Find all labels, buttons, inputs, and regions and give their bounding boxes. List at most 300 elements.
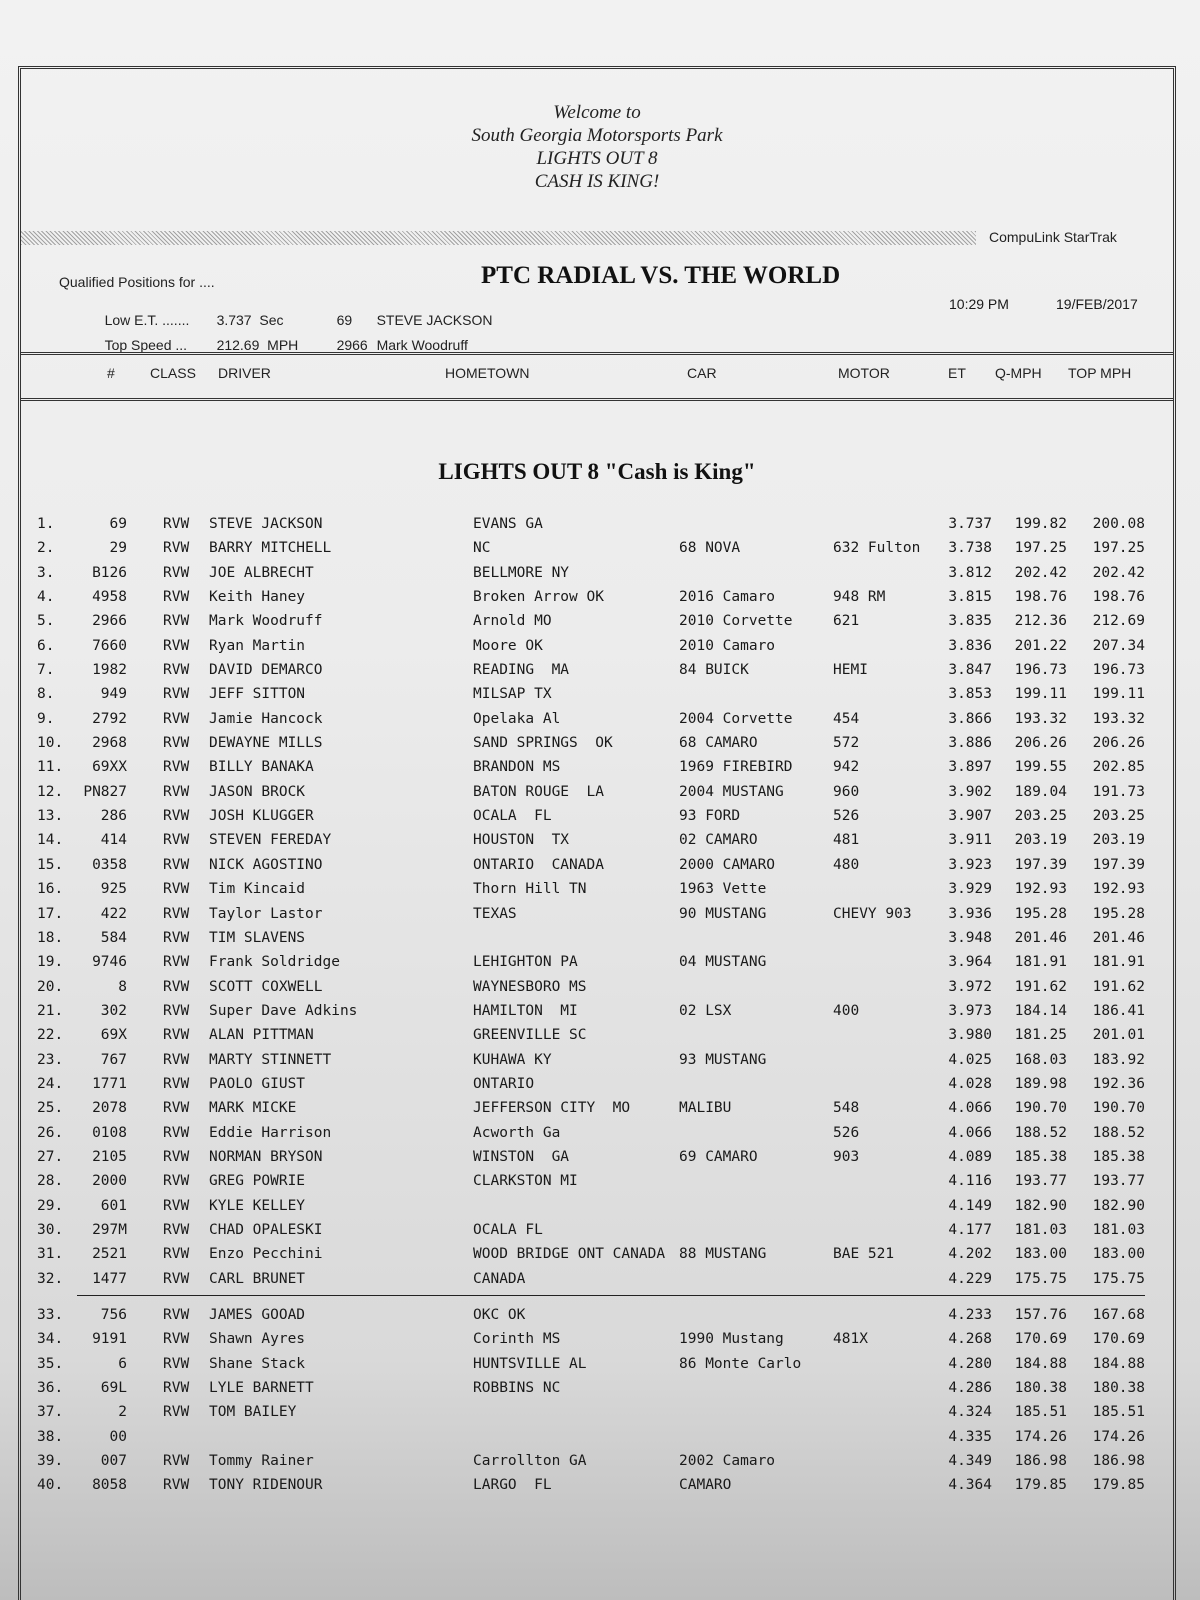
cell-q-mph: 168.03 — [1014, 1051, 1067, 1068]
result-row — [21, 561, 1173, 585]
cell-position: 18. — [37, 929, 64, 946]
cell-position: 7. — [37, 662, 55, 679]
header-rule-top — [21, 352, 1173, 355]
top-speed-label: Top Speed ... — [104, 337, 188, 353]
result-row — [21, 634, 1173, 658]
cell-et: 4.089 — [948, 1148, 992, 1165]
cell-position: 39. — [37, 1453, 64, 1470]
timing-system-brand: CompuLink StarTrak — [989, 229, 1117, 245]
cell-driver: ALAN PITTMAN — [209, 1027, 314, 1044]
cell-et: 4.364 — [948, 1477, 992, 1494]
cell-top-mph: 202.42 — [1092, 564, 1145, 581]
cell-et: 3.907 — [948, 808, 992, 825]
cell-top-mph: 179.85 — [1092, 1477, 1145, 1494]
cell-position: 2. — [37, 540, 55, 557]
cell-position: 19. — [37, 954, 64, 971]
cell-class: RVW — [163, 1270, 190, 1287]
cell-driver: JEFF SITTON — [209, 686, 306, 703]
cell-position: 40. — [37, 1477, 64, 1494]
cell-car-number: 1771 — [92, 1075, 127, 1092]
cell-q-mph: 175.75 — [1014, 1270, 1067, 1287]
result-row — [21, 877, 1173, 901]
race-class-title: PTC RADIAL VS. THE WORLD — [481, 262, 841, 289]
cell-driver: NICK AGOSTINO — [209, 856, 323, 873]
cell-motor: 400 — [833, 1002, 860, 1019]
cell-top-mph: 196.73 — [1092, 662, 1145, 679]
cell-class: RVW — [163, 1246, 190, 1263]
cell-q-mph: 196.73 — [1014, 662, 1067, 679]
result-row — [21, 512, 1173, 536]
cell-position: 25. — [37, 1100, 64, 1117]
cell-car-number: 69XX — [92, 759, 127, 776]
result-row — [21, 1121, 1173, 1145]
result-row — [21, 1194, 1173, 1218]
cell-et: 3.835 — [948, 613, 992, 630]
cell-car: 69 CAMARO — [679, 1148, 758, 1165]
cell-et: 3.738 — [948, 540, 992, 557]
result-row — [21, 1169, 1173, 1193]
cell-class: RVW — [163, 1075, 190, 1092]
col-header-car: CAR — [687, 365, 717, 381]
low-et-driver: STEVE JACKSON — [376, 312, 493, 328]
cell-car: 88 MUSTANG — [679, 1246, 767, 1263]
cell-car: 2004 MUSTANG — [679, 783, 784, 800]
cell-class: RVW — [163, 540, 190, 557]
result-row — [21, 1048, 1173, 1072]
cell-driver: JOE ALBRECHT — [209, 564, 314, 581]
result-row — [21, 926, 1173, 950]
result-row — [21, 1267, 1173, 1291]
cell-car: 02 CAMARO — [679, 832, 758, 849]
cell-car-number: 297M — [92, 1221, 127, 1238]
cell-car: 1990 Mustang — [679, 1331, 784, 1348]
cell-q-mph: 197.25 — [1014, 540, 1067, 557]
result-row — [21, 682, 1173, 706]
cell-motor: 454 — [833, 710, 860, 727]
cell-hometown: TEXAS — [473, 905, 517, 922]
cell-driver: Super Dave Adkins — [209, 1002, 358, 1019]
cell-car: CAMARO — [679, 1477, 732, 1494]
result-row — [21, 1072, 1173, 1096]
cell-et: 3.948 — [948, 929, 992, 946]
cell-car: 1963 Vette — [679, 881, 767, 898]
cell-driver: BILLY BANAKA — [209, 759, 314, 776]
cell-hometown: OKC OK — [473, 1307, 526, 1323]
cell-class: RVW — [163, 1100, 190, 1117]
cell-driver: Jamie Hancock — [209, 710, 323, 727]
result-row — [21, 828, 1173, 852]
cell-et: 4.280 — [948, 1355, 992, 1372]
cell-position: 31. — [37, 1246, 64, 1263]
result-row — [21, 975, 1173, 999]
cell-et: 4.229 — [948, 1270, 992, 1287]
event-title: LIGHTS OUT 8 "Cash is King" — [438, 459, 756, 484]
cell-car-number: 00 — [109, 1428, 127, 1445]
cell-class: RVW — [163, 856, 190, 873]
cell-top-mph: 192.93 — [1092, 881, 1145, 898]
cell-car: 68 CAMARO — [679, 735, 758, 752]
cell-car: 68 NOVA — [679, 540, 741, 557]
welcome-line: Welcome to — [553, 102, 641, 123]
cell-position: 11. — [37, 759, 64, 776]
result-row — [21, 1023, 1173, 1047]
cell-car-number: 8 — [118, 978, 127, 995]
low-et-value: 3.737 Sec — [216, 312, 284, 328]
cell-q-mph: 203.25 — [1014, 808, 1067, 825]
low-et-car-number: 69 — [336, 312, 353, 328]
cell-et: 3.886 — [948, 735, 992, 752]
cell-q-mph: 206.26 — [1014, 735, 1067, 752]
cell-et: 4.028 — [948, 1075, 992, 1092]
low-et-label: Low E.T. ....... — [104, 312, 190, 328]
cell-car-number: 4958 — [92, 589, 127, 606]
cell-et: 4.066 — [948, 1100, 992, 1117]
cell-motor: 481 — [833, 832, 860, 849]
cell-class: RVW — [163, 1380, 190, 1397]
cell-q-mph: 185.51 — [1014, 1404, 1067, 1421]
cell-top-mph: 203.25 — [1092, 808, 1145, 825]
qualified-label: Qualified Positions for .... — [59, 274, 215, 290]
cell-et: 3.980 — [948, 1027, 992, 1044]
col-header-class: CLASS — [150, 365, 196, 381]
cell-hometown: BATON ROUGE LA — [473, 783, 604, 800]
cell-driver: KYLE KELLEY — [209, 1197, 306, 1214]
cell-motor: 621 — [833, 613, 860, 630]
cell-et: 3.847 — [948, 662, 992, 679]
cell-et: 3.812 — [948, 564, 992, 581]
cell-et: 4.324 — [948, 1404, 992, 1421]
cell-driver: NORMAN BRYSON — [209, 1148, 323, 1165]
cell-class: RVW — [163, 1124, 190, 1141]
cell-position: 8. — [37, 686, 55, 703]
cell-driver: STEVEN FEREDAY — [209, 832, 332, 849]
cell-hometown: Broken Arrow OK — [473, 589, 604, 606]
cell-class: RVW — [163, 954, 190, 971]
cell-car-number: 0358 — [92, 856, 127, 873]
cell-car-number: 949 — [100, 686, 127, 703]
cell-q-mph: 198.76 — [1014, 589, 1067, 606]
cell-car-number: B126 — [92, 564, 127, 581]
cell-class: RVW — [163, 808, 190, 825]
cell-top-mph: 185.38 — [1092, 1148, 1145, 1165]
cell-car-number: 9191 — [92, 1331, 127, 1348]
cell-hometown: EVANS GA — [473, 516, 543, 532]
result-row — [21, 804, 1173, 828]
cell-position: 26. — [37, 1124, 64, 1141]
cell-driver: Eddie Harrison — [209, 1124, 332, 1141]
cell-et: 3.737 — [948, 516, 992, 532]
cell-position: 21. — [37, 1002, 64, 1019]
cell-class: RVW — [163, 589, 190, 606]
cell-motor: 942 — [833, 759, 860, 776]
cell-class: RVW — [163, 1173, 190, 1190]
result-row — [21, 1096, 1173, 1120]
cell-class: RVW — [163, 1197, 190, 1214]
cell-car: MALIBU — [679, 1100, 732, 1117]
cell-car-number: 2105 — [92, 1148, 127, 1165]
cell-position: 5. — [37, 613, 55, 630]
cell-class: RVW — [163, 759, 190, 776]
cell-car: 1969 FIREBIRD — [679, 759, 793, 776]
cell-class: RVW — [163, 1307, 190, 1323]
cell-car-number: 925 — [100, 881, 127, 898]
cell-class: RVW — [163, 735, 190, 752]
cell-driver: TIM SLAVENS — [209, 929, 306, 946]
cell-class: RVW — [163, 686, 190, 703]
cell-position: 37. — [37, 1404, 64, 1421]
cell-hometown: READING MA — [473, 662, 570, 679]
cell-motor: HEMI — [833, 662, 868, 679]
cell-et: 4.202 — [948, 1246, 992, 1263]
cell-class: RVW — [163, 1027, 190, 1044]
dotted-banner — [21, 231, 976, 245]
cell-position: 23. — [37, 1051, 64, 1068]
cell-et: 3.936 — [948, 905, 992, 922]
cell-hometown: HOUSTON TX — [473, 832, 570, 849]
result-row — [21, 536, 1173, 560]
cell-q-mph: 193.32 — [1014, 710, 1067, 727]
col-header-driver: DRIVER — [218, 365, 271, 381]
cell-top-mph: 193.32 — [1092, 710, 1145, 727]
cell-et: 3.866 — [948, 710, 992, 727]
cell-hometown: Corinth MS — [473, 1331, 561, 1348]
cell-car-number: 2792 — [92, 710, 127, 727]
cell-car-number: 2521 — [92, 1246, 127, 1263]
cell-motor: BAE 521 — [833, 1246, 895, 1263]
cell-q-mph: 184.14 — [1014, 1002, 1067, 1019]
cell-car-number: 756 — [100, 1307, 127, 1323]
cell-top-mph: 199.11 — [1092, 686, 1145, 703]
cell-driver: GREG POWRIE — [209, 1173, 306, 1190]
cell-car-number: 29 — [109, 540, 127, 557]
cell-class: RVW — [163, 832, 190, 849]
cell-hometown: WOOD BRIDGE ONT CANADA — [473, 1246, 666, 1263]
cell-q-mph: 202.42 — [1014, 564, 1067, 581]
cell-driver: JOSH KLUGGER — [209, 808, 314, 825]
cell-position: 6. — [37, 637, 55, 654]
result-row — [21, 1449, 1173, 1473]
cell-position: 22. — [37, 1027, 64, 1044]
cell-car-number: 1477 — [92, 1270, 127, 1287]
cell-top-mph: 212.69 — [1092, 613, 1145, 630]
cell-car-number: 286 — [100, 808, 127, 825]
cell-q-mph: 199.11 — [1014, 686, 1067, 703]
cell-car-number: 601 — [100, 1197, 127, 1214]
print-date: 19/FEB/2017 — [1056, 296, 1138, 312]
cell-car: 93 MUSTANG — [679, 1051, 767, 1068]
cell-class: RVW — [163, 516, 190, 532]
cell-hometown: SAND SPRINGS OK — [473, 735, 613, 752]
cell-class: RVW — [163, 1331, 190, 1348]
cell-driver: Shane Stack — [209, 1355, 306, 1372]
cell-q-mph: 181.03 — [1014, 1221, 1067, 1238]
result-row — [21, 1473, 1173, 1497]
cell-class: RVW — [163, 1148, 190, 1165]
cell-top-mph: 170.69 — [1092, 1331, 1145, 1348]
cell-car-number: 2966 — [92, 613, 127, 630]
cell-hometown: Carrollton GA — [473, 1453, 587, 1470]
cell-class: RVW — [163, 1453, 190, 1470]
cell-motor: 548 — [833, 1100, 860, 1117]
result-row — [21, 950, 1173, 974]
cell-position: 20. — [37, 978, 64, 995]
cell-car-number: 1982 — [92, 662, 127, 679]
cell-hometown: OCALA FL — [473, 808, 552, 825]
cell-q-mph: 184.88 — [1014, 1355, 1067, 1372]
cell-position: 1. — [37, 516, 55, 532]
cell-et: 4.149 — [948, 1197, 992, 1214]
welcome-header — [21, 101, 1173, 193]
cell-position: 33. — [37, 1307, 64, 1323]
cell-hometown: BRANDON MS — [473, 759, 561, 776]
cell-et: 4.177 — [948, 1221, 992, 1238]
top-speed-value: 212.69 MPH — [216, 337, 299, 353]
col-header-number: # — [107, 365, 115, 381]
cell-q-mph: 199.55 — [1014, 759, 1067, 776]
cell-top-mph: 183.00 — [1092, 1246, 1145, 1263]
result-row — [21, 609, 1173, 633]
cell-car: 2004 Corvette — [679, 710, 793, 727]
cell-q-mph: 170.69 — [1014, 1331, 1067, 1348]
cell-motor: 526 — [833, 808, 860, 825]
cell-q-mph: 189.04 — [1014, 783, 1067, 800]
cell-car-number: 2 — [118, 1404, 127, 1421]
cell-car-number: 2968 — [92, 735, 127, 752]
cell-q-mph: 195.28 — [1014, 905, 1067, 922]
cell-position: 27. — [37, 1148, 64, 1165]
top-speed-car-number: 2966 — [336, 337, 368, 353]
cell-hometown: WAYNESBORO MS — [473, 978, 587, 995]
cell-top-mph: 195.28 — [1092, 905, 1145, 922]
cell-et: 3.902 — [948, 783, 992, 800]
cell-top-mph: 184.88 — [1092, 1355, 1145, 1372]
result-row — [21, 780, 1173, 804]
cell-hometown: OCALA FL — [473, 1221, 543, 1238]
cell-position: 34. — [37, 1331, 64, 1348]
cell-motor: 481X — [833, 1331, 868, 1348]
cell-top-mph: 202.85 — [1092, 759, 1145, 776]
cell-top-mph: 197.39 — [1092, 856, 1145, 873]
cell-et: 3.911 — [948, 832, 992, 849]
cell-car-number: 767 — [100, 1051, 127, 1068]
cell-position: 15. — [37, 856, 64, 873]
event-tagline: CASH IS KING! — [534, 171, 660, 192]
cell-top-mph: 201.46 — [1092, 929, 1145, 946]
cell-top-mph: 174.26 — [1092, 1428, 1145, 1445]
cell-driver: JASON BROCK — [209, 783, 306, 800]
cell-class: RVW — [163, 1221, 190, 1238]
cell-hometown: ONTARIO CANADA — [473, 856, 604, 873]
cell-hometown: Moore OK — [473, 637, 543, 654]
qualifier-cutoff-line — [21, 1291, 1173, 1303]
col-header-hometown: HOMETOWN — [445, 365, 530, 381]
cell-et: 3.973 — [948, 1002, 992, 1019]
cell-q-mph: 197.39 — [1014, 856, 1067, 873]
cell-et: 3.923 — [948, 856, 992, 873]
cell-top-mph: 191.73 — [1092, 783, 1145, 800]
cell-car: 2010 Camaro — [679, 637, 776, 654]
cell-position: 36. — [37, 1380, 64, 1397]
cell-motor: 480 — [833, 856, 860, 873]
cell-top-mph: 200.08 — [1092, 516, 1145, 532]
cell-hometown: KUHAWA KY — [473, 1051, 552, 1068]
results-table — [21, 512, 1173, 1498]
cell-driver: MARK MICKE — [209, 1100, 297, 1117]
cell-car-number: 6 — [118, 1355, 127, 1372]
cell-car-number: 2000 — [92, 1173, 127, 1190]
cell-hometown: HAMILTON MI — [473, 1002, 578, 1019]
cell-et: 4.349 — [948, 1453, 992, 1470]
result-row — [21, 1376, 1173, 1400]
cell-class: RVW — [163, 1051, 190, 1068]
cell-class: RVW — [163, 881, 190, 898]
col-header-motor: MOTOR — [838, 365, 890, 381]
cell-driver: DEWAYNE MILLS — [209, 735, 323, 752]
cell-q-mph: 189.98 — [1014, 1075, 1067, 1092]
cell-q-mph: 174.26 — [1014, 1428, 1067, 1445]
result-row — [21, 585, 1173, 609]
cell-hometown: MILSAP TX — [473, 686, 552, 703]
cell-car: 02 LSX — [679, 1002, 732, 1019]
cell-et: 4.025 — [948, 1051, 992, 1068]
cell-driver: Keith Haney — [209, 589, 306, 606]
col-header-et: ET — [948, 365, 966, 381]
cell-motor: 572 — [833, 735, 860, 752]
result-row — [21, 1242, 1173, 1266]
cell-car: 86 Monte Carlo — [679, 1355, 802, 1372]
result-row — [21, 853, 1173, 877]
result-row — [21, 731, 1173, 755]
cell-driver: CARL BRUNET — [209, 1270, 306, 1287]
cell-position: 29. — [37, 1197, 64, 1214]
cell-hometown: Thorn Hill TN — [473, 881, 587, 898]
cell-top-mph: 197.25 — [1092, 540, 1145, 557]
result-row — [21, 658, 1173, 682]
cell-top-mph: 207.34 — [1092, 637, 1145, 654]
cell-car-number: 422 — [100, 905, 127, 922]
col-header-qmph: Q-MPH — [995, 365, 1042, 381]
cell-car-number: 007 — [100, 1453, 127, 1470]
cell-position: 14. — [37, 832, 64, 849]
cell-et: 3.815 — [948, 589, 992, 606]
cell-top-mph: 203.19 — [1092, 832, 1145, 849]
cell-class: RVW — [163, 637, 190, 654]
cell-position: 4. — [37, 589, 55, 606]
cell-car-number: PN827 — [83, 783, 127, 800]
cell-class: RVW — [163, 710, 190, 727]
cell-q-mph: 181.25 — [1014, 1027, 1067, 1044]
cell-top-mph: 188.52 — [1092, 1124, 1145, 1141]
cell-motor: 960 — [833, 783, 860, 800]
cell-driver: SCOTT COXWELL — [209, 978, 323, 995]
cell-et: 4.286 — [948, 1380, 992, 1397]
cell-top-mph: 190.70 — [1092, 1100, 1145, 1117]
cell-motor: 632 Fulton — [833, 540, 921, 557]
cell-q-mph: 183.00 — [1014, 1246, 1067, 1263]
cell-et: 4.233 — [948, 1307, 992, 1323]
cell-motor: 948 RM — [833, 589, 886, 606]
cell-et: 3.929 — [948, 881, 992, 898]
cell-q-mph: 212.36 — [1014, 613, 1067, 630]
cell-driver: CHAD OPALESKI — [209, 1221, 323, 1238]
result-row — [21, 1352, 1173, 1376]
cell-driver: Enzo Pecchini — [209, 1246, 323, 1263]
cell-motor: 903 — [833, 1148, 860, 1165]
cell-car: 84 BUICK — [679, 662, 749, 679]
event-name: LIGHTS OUT 8 — [536, 148, 658, 169]
result-row — [21, 999, 1173, 1023]
cell-top-mph: 185.51 — [1092, 1404, 1145, 1421]
